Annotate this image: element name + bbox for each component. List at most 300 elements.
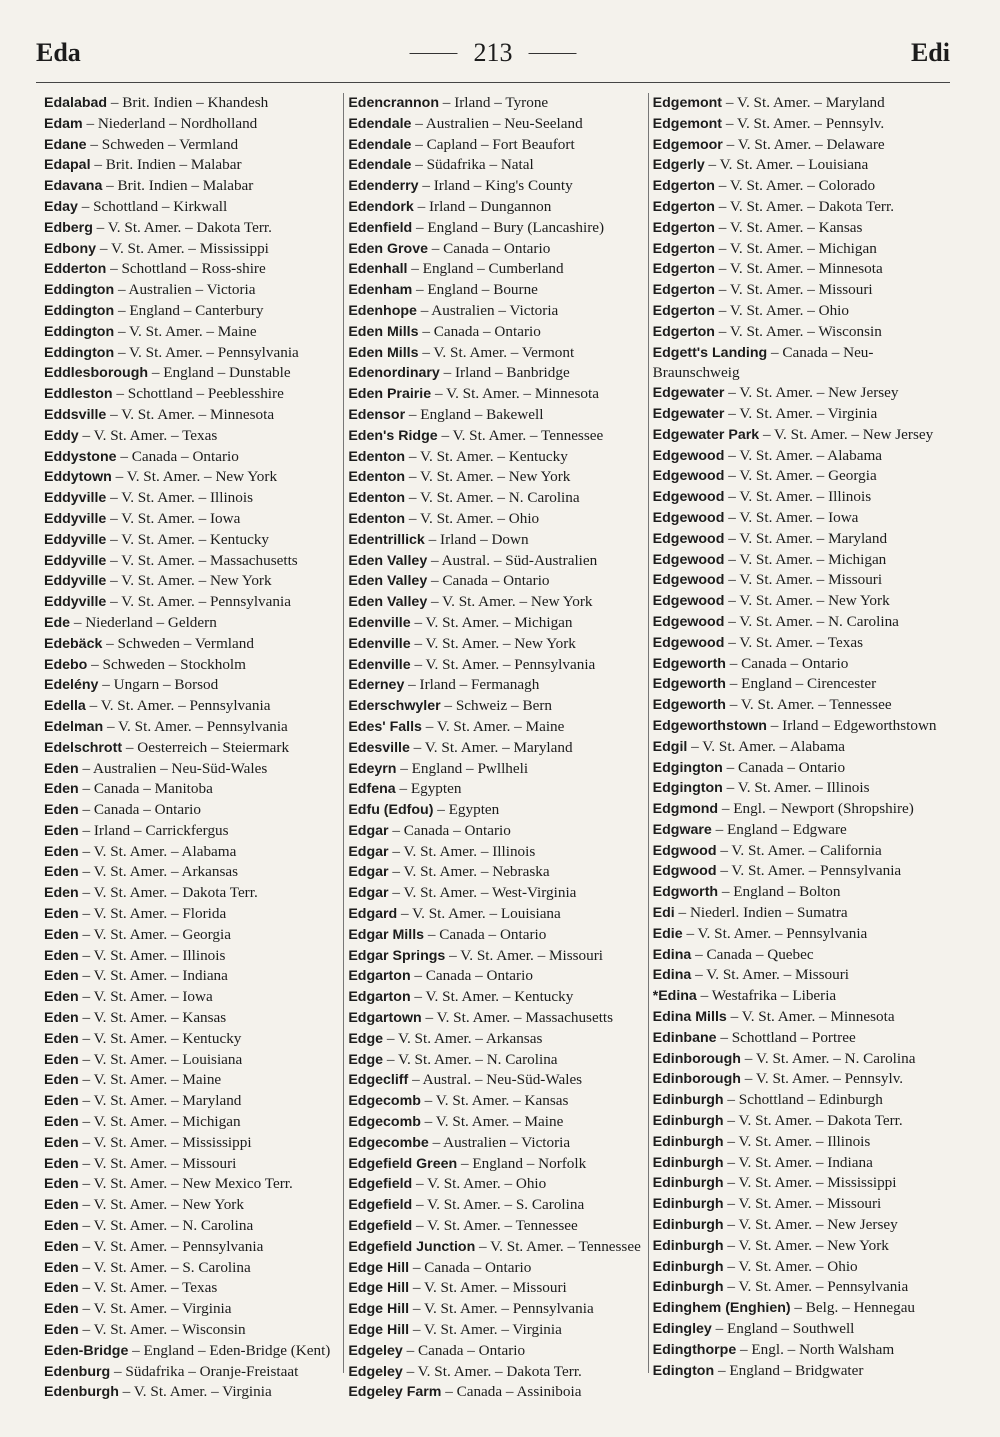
entry [348,1237,647,1258]
entry [653,1361,952,1382]
entry-headword: Edendale [348,157,412,174]
entry-headword: Edgeworth [652,676,726,693]
entry [348,842,647,863]
entry-description: – V. St. Amer. – California [716,841,882,859]
entry-headword: Eden [44,1155,79,1172]
entry-description: – Schweden – Vermland [102,634,254,652]
entry-description: – Schweiz – Bern [440,697,552,715]
entry-headword: Eddyville [44,573,107,590]
entry-description: – V. St. Amer. – Missouri [78,1154,237,1172]
entry [348,592,647,613]
entry [44,1195,339,1216]
entry-headword: Edgarton [348,968,411,985]
entry-headword: Edgett's Landing [652,344,768,361]
entry-description: – Canada – Ontario [427,239,551,257]
entry-description: – Irland – Dungannon [413,197,552,215]
entry [348,1382,647,1403]
entry [44,197,339,218]
entry-description: – Canada – Manitoba [78,780,213,798]
entry [653,550,952,571]
entry [44,155,339,176]
entry-description: – V. St. Amer. – New York [111,468,278,486]
entry-description: – Südafrika – Natal [411,156,534,174]
entry-description: – V. St. Amer. – Mississippi [96,239,269,257]
entry-headword: Eddyville [44,490,107,507]
entry-headword: Edinbane [652,1029,717,1046]
entry [348,738,647,759]
entry-headword: Edina [652,967,692,984]
entry-description: – Canada – Ontario [78,801,201,819]
entry-headword: Edelschrott [44,739,123,756]
entry-description: – V. St. Amer. – S. Carolina [412,1196,585,1214]
entry-description: – V. St. Amer. – Ohio [714,301,849,319]
entry [348,488,647,509]
entry-headword: Eddyville [44,510,107,527]
entry-headword: Edgecombe [348,1134,429,1151]
entry-headword: Edinburgh [652,1279,724,1296]
entry-description: – V. St. Amer. – Texas [724,633,863,651]
entry [348,904,647,925]
entry [653,591,952,612]
entry-description: – Austral. – Süd-Australien [427,551,598,569]
entry-description: – V. St. Amer. – Kentucky [410,988,574,1006]
entry-description: – V. St. Amer. – New York [427,593,593,611]
entry-description: – Schottland – Peeblesshire [112,385,284,403]
entry [44,1216,339,1237]
entry-headword: Edinghem (Enghien) [652,1300,791,1317]
entry [44,530,339,551]
entry-description: – Capland – Fort Beaufort [411,135,575,153]
entry-headword: Eden Valley [348,594,428,611]
entry [348,1258,647,1279]
entry-headword: Edgerton [652,282,715,299]
entry [44,696,339,717]
entry-description: – V. St. Amer. – Virginia [409,1321,562,1339]
entry-description: – V. St. Amer. – Pennsylvania [409,1300,594,1318]
entry-description: – V. St. Amer. – Illinois [78,946,226,964]
entry-description: – V. St. Amer. – Texas [78,1279,218,1297]
entry [653,758,952,779]
entry-headword: Edensor [348,406,406,423]
entry-description: – Canada – Ontario [722,758,846,776]
entry [348,1112,647,1133]
entry-headword: Edella [44,698,86,715]
entry [44,904,339,925]
entry [44,925,339,946]
entry-headword: Eden [44,1072,79,1089]
entry-headword: Edge Hill [348,1322,410,1339]
entry-description: – England – Bakewell [405,405,544,423]
entry [653,114,952,135]
entry-headword: Edgewater Park [652,426,760,443]
entry-headword: Eden [44,1093,79,1110]
entry-headword: Edane [44,136,87,153]
entry-headword: Eden [44,1322,79,1339]
entry-description: – V. St. Amer. – Pennsylvania [682,924,868,942]
entry-headword: Eddington [44,302,115,319]
entry [653,466,952,487]
entry-headword: Eddleston [44,386,113,403]
entry-description: – Australien – Victoria [428,1133,571,1151]
entry-description: – V. St. Amer. – Alabama [78,842,237,860]
entry-headword: Edinburgh [652,1154,724,1171]
entry [653,716,952,737]
entry-headword: Edgefield [348,1197,413,1214]
entry [653,1298,952,1319]
entry-headword: Edinburgh [652,1113,724,1130]
entry-description: – Brit. Indien – Khandesh [107,94,269,111]
entry-description: – V. St. Amer. – Missouri [723,1195,882,1213]
entry-headword: Edgil [652,738,688,755]
entry-description: – Schottland – Ross-shire [106,260,266,278]
entry-headword: Edgware [652,821,712,838]
entry-headword: Ede [44,614,71,631]
entry-headword: Edgar [348,843,389,860]
entry [348,239,647,260]
entry [44,800,339,821]
entry-headword: Edgewood [652,530,725,547]
entry [44,1382,339,1403]
entry-description: – V. St. Amer. – Alabama [687,737,845,755]
entry-headword: Edentrillick [348,531,425,548]
entry-description: – V. St. Amer. – N. Carolina [740,1049,916,1067]
entry-headword: Edgefield Junction [348,1238,476,1255]
entry-headword: Eden [44,906,79,923]
entry-description: – V. St. Amer. – Missouri [445,946,603,964]
entry-description: – Schottland – Kirkwall [77,197,228,215]
entry [653,404,952,425]
entry-description: – England – Southwell [711,1320,855,1338]
entry [348,987,647,1008]
entry-description: – V. St. Amer. – Nebraska [388,863,550,881]
entry [44,966,339,987]
entry [653,1132,952,1153]
entry-headword: Edgefield [348,1176,413,1193]
entry-headword: Edendale [348,115,412,132]
entry [348,197,647,218]
entry [44,1278,339,1299]
entry-description: – Canada – Ontario [427,572,550,590]
entry [348,155,647,176]
entry-headword: Eden [44,1259,79,1276]
entry-headword: Edesville [348,739,410,756]
entry [44,509,339,530]
entry-description: – V. St. Amer. – Kansas [78,1009,227,1027]
entry [348,1174,647,1195]
entry-headword: Edgemoor [652,136,723,153]
entry-headword: Edina [652,946,692,963]
entry [44,821,339,842]
entry [348,1154,647,1175]
entry [348,1341,647,1362]
entry [348,800,647,821]
entry [44,738,339,759]
entry-description: – V. St. Amer. – Alabama [724,446,883,464]
entry-headword: Eden [44,760,79,777]
entry [44,176,339,197]
entry [44,883,339,904]
entry-headword: Eden [44,843,79,860]
entry-description: – Egypten [395,780,462,798]
entry [653,1319,952,1340]
entry-description: – V. St. Amer. – Dakota Terr. [723,1112,903,1130]
column-1 [44,93,343,1401]
entry-headword: Eden [44,1051,79,1068]
entry [653,1173,952,1194]
entry [348,509,647,530]
column-2 [343,93,647,1401]
entry-headword: Edge [348,1030,384,1047]
entry-headword: Eddsville [44,406,107,423]
entry-headword: Edebäck [44,635,103,652]
entry-description: – V. St. Amer. – Kentucky [106,530,270,548]
entry [44,114,339,135]
entry-headword: Eden [44,1010,79,1027]
entry-description: – Schottland – Edinburgh [723,1091,883,1109]
entry-description: – England – Dunstable [148,364,291,382]
entry-description: – V. St. Amer. – Minnesota [106,405,275,423]
entry [44,1050,339,1071]
entry [44,1154,339,1175]
entry [653,93,952,114]
entry-description: – V. St. Amer. – New Mexico Terr. [78,1175,293,1193]
entry [653,986,952,1007]
entry-headword: Edingthorpe [652,1341,737,1358]
entry-description: – V. St. Amer. – Virginia [78,1300,232,1318]
entry-headword: Eden [44,1218,79,1235]
entry-description: – V. St. Amer. – Iowa [106,509,241,527]
entry-description: – England – Cumberland [407,260,564,278]
entry [348,301,647,322]
entry [44,343,339,364]
entry [44,1258,339,1279]
entry-description: – V. St. Amer. – Wisconsin [78,1321,246,1339]
entry-description: – V. St. Amer. – Illinois [388,842,536,860]
entry-headword: Edinburgh [652,1258,724,1275]
entry-headword: Edgerton [652,302,715,319]
entry-headword: Edenhall [348,261,408,278]
entry-description: – V. St. Amer. – Dakota Terr. [402,1362,582,1380]
entry-headword: Ederney [348,677,405,694]
entry-headword: Eden [44,947,79,964]
entry [653,861,952,882]
entry-headword: Ederschwyler [348,698,441,715]
entry-description: – V. St. Amer. – Mississippi [78,1133,252,1151]
entry-headword: Edgar [348,885,389,902]
entry [348,946,647,967]
entry [653,1215,952,1236]
entry-headword: Edgar [348,822,389,839]
entry-description: – V. St. Amer. – Virginia [118,1383,272,1401]
entry-headword: Edfena [348,781,396,798]
entry-headword: Edgar [348,864,389,881]
entry-headword: Edgeworthstown [652,717,767,734]
entry [653,155,952,176]
entry [44,405,339,426]
entry [348,862,647,883]
entry [348,176,647,197]
entry-description: – England – Bolton [718,883,841,901]
entry-description: – V. St. Amer. – Michigan [714,239,877,257]
entry [653,924,952,945]
entry-headword: Edderton [44,261,107,278]
entry [348,1299,647,1320]
entry-headword: Edelman [44,718,104,735]
entry-description: – V. St. Amer. – Tennessee [725,696,892,714]
entry-description: – Australien – Neu-Süd-Wales [78,759,268,777]
entry [44,1029,339,1050]
entry [44,1091,339,1112]
entry-description: – V. St. Amer. – West-Virginia [388,884,577,902]
entry [44,363,339,384]
entry-description: – Engl. – Newport (Shropshire) [718,800,914,818]
entry-description: – V. St. Amer. – New Jersey [723,1216,898,1234]
entry [653,218,952,239]
entry-description: – Brit. Indien – Malabar [102,177,254,195]
entry-headword: Edeyrn [348,760,397,777]
entry-description: – V. St. Amer. – Arkansas [383,1029,543,1047]
entry-description: – V. St. Amer. – Pennsylvania [103,717,288,735]
entry [44,1133,339,1154]
entry-headword: Edgewood [652,593,725,610]
header-left-guideword: Eda [36,38,81,67]
entry-description: – V. St. Amer. – Maryland [724,529,888,547]
entry [653,903,952,924]
entry-description: – Irland – Tyrone [439,94,549,111]
entry [348,405,647,426]
entry [348,1216,647,1237]
entry [653,1277,952,1298]
entry-headword: Eday [44,198,78,215]
entry-description: – V. St. Amer. – Louisiana [397,905,561,923]
entry-description: – Schweden – Stockholm [87,655,246,673]
entry [44,301,339,322]
entry-description: – England – Bridgwater [714,1361,864,1379]
entry-headword: Edam [44,115,83,132]
entry-headword: Edfu (Edfou) [348,802,434,819]
entry-headword: Eden [44,822,79,839]
entry-description: – V. St. Amer. – Iowa [78,988,213,1006]
entry-description: – V. St. Amer. – Texas [78,426,218,444]
entry-headword: Edendale [348,136,412,153]
entry-headword: Edgecliff [348,1072,409,1089]
entry-description: – V. St. Amer. – Minnesota [714,260,883,278]
header-rule [36,82,950,83]
entry-headword: Eden [44,989,79,1006]
entry [653,1236,952,1257]
entry-headword: Edge Hill [348,1259,410,1276]
entry-headword: Edinburgh [652,1175,724,1192]
entry-description: – Oesterreich – Steiermark [122,738,290,756]
entry-headword: Edgeley [348,1342,403,1359]
entry-headword: Edinburgh [652,1217,724,1234]
entry [44,551,339,572]
entry-headword: Edgefield Green [348,1155,458,1172]
entry-description: – V. St. Amer. – Maine [421,717,565,735]
entry-headword: Edenderry [348,178,419,195]
entry-description: – V. St. Amer. – Pennsylv. [722,114,885,132]
entry-headword: Edgewood [652,551,725,568]
entry [653,1049,952,1070]
entry [653,176,952,197]
entry-description: – V. St. Amer. – Georgia [724,467,877,485]
entry [653,570,952,591]
entry-description: – Austral. – Neu-Süd-Wales [408,1071,583,1089]
entry-description: – V. St. Amer. – Louisiana [78,1050,243,1068]
entry-headword: Eden Grove [348,240,428,257]
entry-description: – Australien – Victoria [114,281,256,299]
entry [44,447,339,468]
entry-description: – Irland – Fermanagh [404,676,540,694]
entry-description: – England – Canterbury [114,301,264,319]
entry [348,447,647,468]
entry-description: – V. St. Amer. – Pennsylv. [740,1070,904,1088]
entry [653,695,952,716]
entry-headword: Eddington [44,282,115,299]
entry [348,1320,647,1341]
entry [348,571,647,592]
entry-headword: Edgeworth [652,697,726,714]
entry-headword: Edgewood [652,634,725,651]
entry [44,322,339,343]
entry-description: – V. St. Amer. – Tennessee [437,426,604,444]
entry-headword: Eden [44,1280,79,1297]
entry-description: – Niederl. Indien – Sumatra [674,904,848,922]
entry [653,1153,952,1174]
entry-description: – V. St. Amer. – New York [106,572,272,590]
entry-description: – V. St. Amer. – New York [78,1196,244,1214]
entry-headword: Edencrannon [348,95,439,111]
entry-description: – V. St. Amer. – Maine [420,1113,564,1131]
entry-description: – Canada – Neu-Braunschweig [652,343,874,382]
entry [653,1069,952,1090]
entry [348,966,647,987]
entry [348,613,647,634]
entry [653,882,952,903]
entry-description: – V. St. Amer. – Pennsylvania [716,862,902,880]
entry-headword: Edingley [652,1321,712,1338]
entry-headword: Edelény [44,677,99,694]
entry [348,1195,647,1216]
entry [653,1111,952,1132]
entry [44,135,339,156]
entry-headword: Eden [44,1176,79,1193]
entry-headword: Edenville [348,614,411,631]
entry-description: – V. St. Amer. – Maine [114,322,257,340]
entry-headword: Edgerton [652,178,715,195]
entry-description: – Engl. – North Walsham [736,1340,895,1358]
entry [348,384,647,405]
entry-description: – England – Cirencester [725,675,877,693]
entry [44,93,339,114]
entry [348,925,647,946]
entry-headword: Eden [44,1197,79,1214]
entry [653,612,952,633]
entry-description: – V. St. Amer. – N. Carolina [383,1050,558,1068]
entry-headword: Edenville [348,635,411,652]
entry-headword: Edenham [348,282,413,299]
entry [44,842,339,863]
entry-headword: Edapal [44,157,91,174]
entry-headword: Edgeley [348,1363,403,1380]
entry-headword: Edenville [348,656,411,673]
entry-headword: Eden Valley [348,573,428,590]
entry [348,343,647,364]
entry-headword: Edenburgh [44,1384,119,1401]
entry [653,945,952,966]
entry-description: – Irland – Banbridge [439,364,570,382]
entry-description: – V. St. Amer. – Colorado [714,177,876,195]
